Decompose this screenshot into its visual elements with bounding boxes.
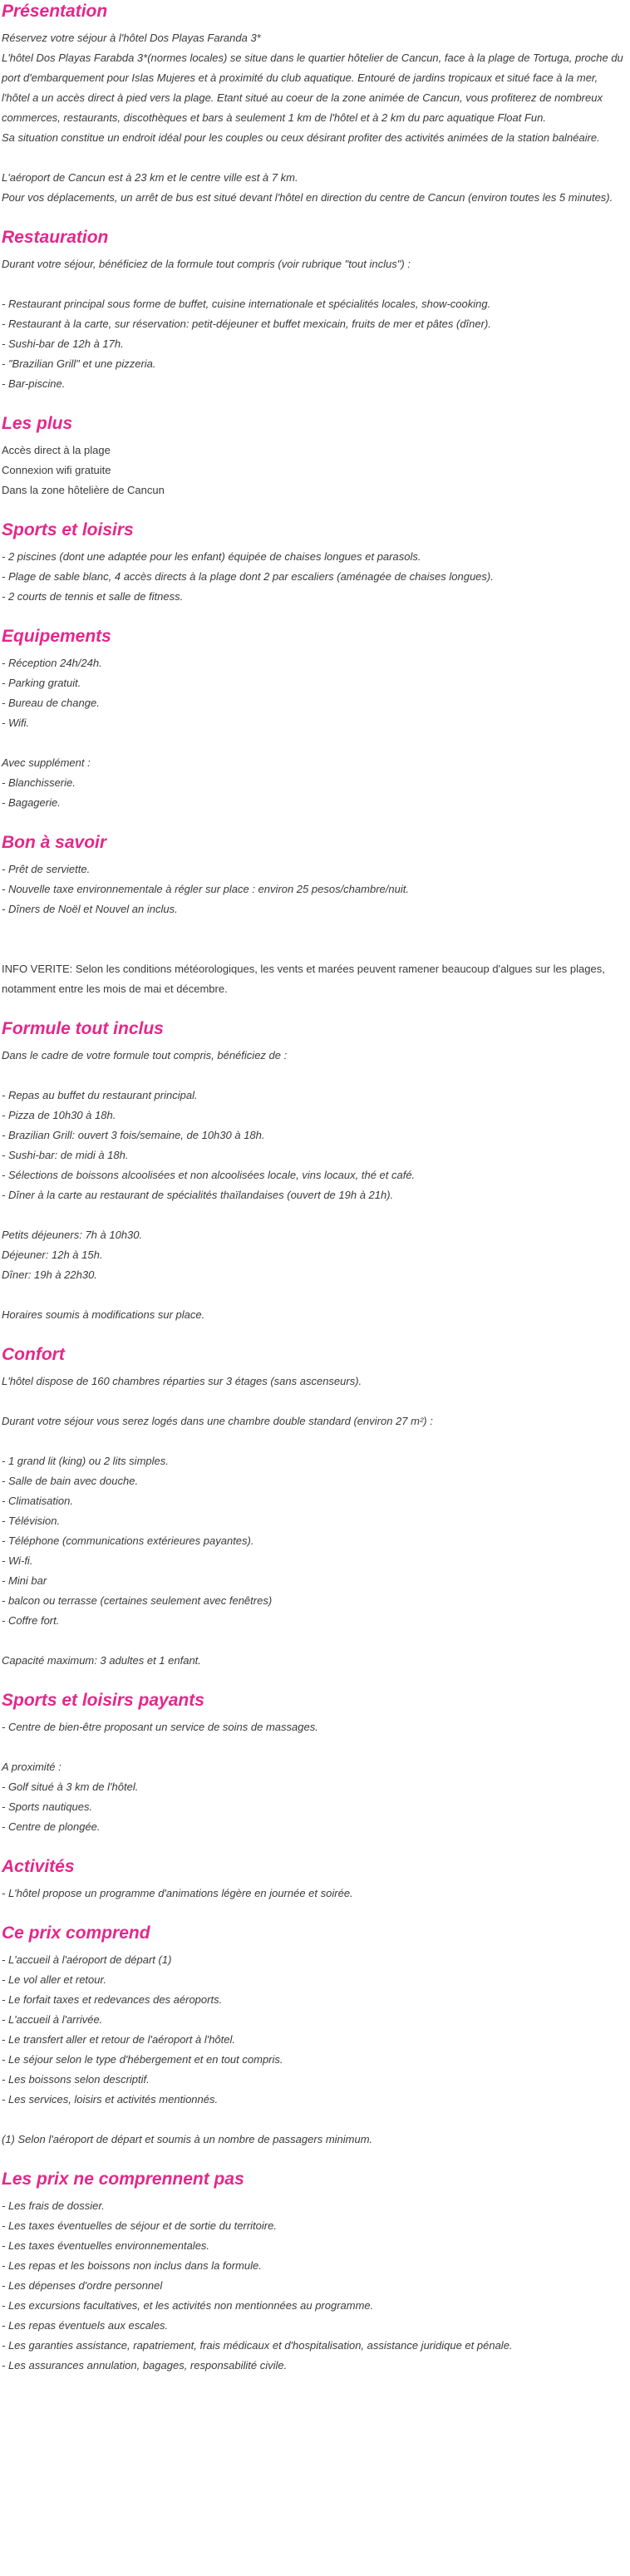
blank-line: [2, 939, 627, 959]
section-activites: [2, 1855, 627, 1904]
paragraph-line: - Sushi-bar de 12h à 17h.: [2, 337, 124, 350]
paragraph-line: - Le vol aller et retour.: [2, 1973, 106, 1986]
paragraph-line: - Plage de sable blanc, 4 accès directs à la plage dont 2 par escaliers (aménagée de chaises longues).: [2, 570, 494, 583]
paragraph-line: Connexion wifi gratuite: [2, 464, 111, 476]
blank-line: [2, 919, 627, 939]
paragraph-line: L'aéroport de Cancun est à 23 km et le centre ville est à 7 km.: [2, 171, 298, 184]
blank-line: [2, 1391, 627, 1411]
paragraph-line: - Salle de bain avec douche.: [2, 1475, 139, 1487]
paragraph-line: Capacité maximum: 3 adultes et 1 enfant.: [2, 1654, 201, 1667]
paragraph-line: Durant votre séjour, bénéficiez de la formule tout compris (voir rubrique "tout inclus") :: [2, 258, 411, 270]
section-title: Equipements: [2, 627, 111, 646]
paragraph-line: - Téléphone (communications extérieures payantes).: [2, 1534, 254, 1547]
section-title: Formule tout inclus: [2, 1019, 164, 1038]
paragraph-line: Avec supplément :: [2, 756, 91, 769]
paragraph-line: - Brazilian Grill: ouvert 3 fois/semaine, de 10h30 à 18h.: [2, 1129, 265, 1141]
paragraph-line: - Les taxes éventuelles environnementales.: [2, 2239, 210, 2252]
blank-line: [2, 1066, 627, 1086]
paragraph-line: - Parking gratuit.: [2, 677, 81, 689]
blank-line: [2, 733, 627, 753]
paragraph-line: - Wifi.: [2, 717, 30, 729]
paragraph-line: - Wi-fi.: [2, 1554, 33, 1567]
paragraph-line: - Bureau de change.: [2, 697, 100, 709]
paragraph-line: - Coffre fort.: [2, 1614, 60, 1627]
section-formule-tout-inclus: [2, 1017, 627, 1325]
paragraph-line: - Les frais de dossier.: [2, 2199, 105, 2212]
paragraph-line: - Nouvelle taxe environnementale à régler sur place : environ 25 pesos/chambre/nuit.: [2, 883, 409, 895]
paragraph-line: - Centre de plongée.: [2, 1820, 101, 1833]
paragraph-line: - balcon ou terrasse (certaines seulement avec fenêtres): [2, 1594, 273, 1607]
paragraph-line: Sa situation constitue un endroit idéal pour les couples ou ceux désirant profiter des activités animées de la station balnéaire.: [2, 131, 600, 144]
paragraph-line: - Golf situé à 3 km de l'hôtel.: [2, 1781, 139, 1793]
paragraph-line: Durant votre séjour vous serez logés dans une chambre double standard (environ 27 m²) :: [2, 1415, 433, 1427]
blank-line: [2, 1205, 627, 1225]
paragraph-line: - Les repas éventuels aux escales.: [2, 2319, 169, 2332]
paragraph-line: Dîner: 19h à 22h30.: [2, 1268, 97, 1281]
paragraph-line: - Prêt de serviette.: [2, 863, 91, 875]
section-title: Les prix ne comprennent pas: [2, 2170, 244, 2189]
section-sports-et-loisirs-payants: [2, 1689, 627, 1837]
section-title: Présentation: [2, 2, 108, 21]
paragraph-line: - Les boissons selon descriptif.: [2, 2073, 150, 2086]
paragraph-line: - Les garanties assistance, rapatriement, frais médicaux et d'hospitalisation, assistance juridique et pénale.: [2, 2339, 513, 2352]
blank-line: [2, 1431, 627, 1451]
paragraph-line: - Bar-piscine.: [2, 377, 66, 390]
paragraph-line: - Les repas et les boissons non inclus dans la formule.: [2, 2259, 262, 2272]
paragraph-line: Dans le cadre de votre formule tout compris, bénéficiez de :: [2, 1049, 288, 1061]
paragraph-line: L'hôtel dispose de 160 chambres réparties sur 3 étages (sans ascenseurs).: [2, 1375, 362, 1387]
paragraph-line: Horaires soumis à modifications sur place.: [2, 1308, 205, 1321]
section-title: Sports et loisirs payants: [2, 1691, 204, 1710]
paragraph-line: - Réception 24h/24h.: [2, 657, 102, 669]
paragraph-line: A proximité :: [2, 1761, 62, 1773]
paragraph-line: - Les assurances annulation, bagages, responsabilité civile.: [2, 2359, 288, 2372]
section-title: Ce prix comprend: [2, 1923, 150, 1943]
section-sports-et-loisirs: [2, 519, 627, 607]
paragraph-line: - Le forfait taxes et redevances des aéroports.: [2, 1993, 223, 2006]
paragraph-line: - L'hôtel propose un programme d'animations légère en journée et soirée.: [2, 1887, 353, 1899]
paragraph-line: - 2 piscines (dont une adaptée pour les enfant) équipée de chaises longues et parasols.: [2, 550, 421, 563]
section-title: Les plus: [2, 414, 73, 433]
paragraph-line: L'hôtel Dos Playas Farabda 3*(normes locales) se situe dans le quartier hôtelier de Cancun, face à la plage de Tortuga, proche du port d'embarquement pour Islas Mujeres et à proximité du club aquatique. Entouré de jardins tropicaux et situé face à la mer, l'hôtel a un accès direct à pied vers la plage. Etant situé au coeur de la zone animée de Cancun, vous profiterez de nombreux commerces, restaurants, discothèques et bars à seulement 1 km de l'hôtel et à 2 km du parc aquatique Float Fun.: [2, 52, 623, 124]
section-equipements: [2, 625, 627, 813]
paragraph-line: - Sports nautiques.: [2, 1800, 93, 1813]
paragraph-line: - Le transfert aller et retour de l'aéroport à l'hôtel.: [2, 2033, 235, 2046]
section-confort: [2, 1343, 627, 1671]
paragraph-line: - Climatisation.: [2, 1495, 73, 1507]
section-title: Activités: [2, 1857, 75, 1876]
blank-line: [2, 148, 627, 168]
section-title: Confort: [2, 1345, 65, 1364]
paragraph-line: Dans la zone hôtelière de Cancun: [2, 484, 165, 496]
section-title: Restauration: [2, 228, 109, 247]
paragraph-line: - Sélections de boissons alcoolisées et non alcoolisées locale, vins locaux, thé et café.: [2, 1169, 416, 1181]
paragraph-line: INFO VERITE: Selon les conditions météorologiques, les vents et marées peuvent ramener beaucoup d'algues sur les plages, notamment entre les mois de mai et décembre.: [2, 963, 605, 995]
paragraph-line: - Sushi-bar: de midi à 18h.: [2, 1149, 129, 1161]
paragraph-line: - Les taxes éventuelles de séjour et de sortie du territoire.: [2, 2219, 277, 2232]
paragraph-line: - Blanchisserie.: [2, 776, 76, 789]
blank-line: [2, 1631, 627, 1651]
paragraph-line: - L'accueil à l'arrivée.: [2, 2013, 103, 2026]
paragraph-line: - "Brazilian Grill" et une pizzeria.: [2, 357, 156, 370]
paragraph-line: - Centre de bien-être proposant un service de soins de massages.: [2, 1721, 318, 1733]
paragraph-line: - Restaurant à la carte, sur réservation: petit-déjeuner et buffet mexicain, fruits de mer et pâtes (dîner).: [2, 318, 491, 330]
paragraph-line: Petits déjeuners: 7h à 10h30.: [2, 1229, 143, 1241]
paragraph-line: - Dîners de Noël et Nouvel an inclus.: [2, 903, 178, 915]
paragraph-line: Déjeuner: 12h à 15h.: [2, 1249, 103, 1261]
paragraph-line: - Repas au buffet du restaurant principal.: [2, 1089, 198, 1101]
paragraph-line: Réservez votre séjour à l'hôtel Dos Playas Faranda 3*: [2, 32, 261, 44]
blank-line: [2, 1737, 627, 1757]
blank-line: [2, 274, 627, 294]
section-title: Bon à savoir: [2, 833, 107, 852]
paragraph-line: - Les excursions facultatives, et les activités non mentionnées au programme.: [2, 2299, 374, 2312]
paragraph-line: - Dîner à la carte au restaurant de spécialités thaïlandaises (ouvert de 19h à 21h).: [2, 1189, 394, 1201]
section-les-prix-ne-comprennent-pas: [2, 2168, 627, 2376]
section-title: Sports et loisirs: [2, 520, 134, 539]
paragraph-line: - Restaurant principal sous forme de buffet, cuisine internationale et spécialités locales, show-cooking.: [2, 298, 491, 310]
section-les-plus: [2, 412, 627, 500]
paragraph-line: - Pizza de 10h30 à 18h.: [2, 1109, 116, 1121]
section-bon-a-savoir: [2, 831, 627, 999]
blank-line: [2, 2110, 627, 2130]
paragraph-line: - Les dépenses d'ordre personnel: [2, 2279, 163, 2292]
section-ce-prix-comprend: [2, 1922, 627, 2150]
paragraph-line: - 2 courts de tennis et salle de fitness.: [2, 590, 184, 603]
paragraph-line: - Télévision.: [2, 1515, 61, 1527]
paragraph-line: - L'accueil à l'aéroport de départ (1): [2, 1953, 172, 1966]
blank-line: [2, 1285, 627, 1305]
paragraph-line: Pour vos déplacements, un arrêt de bus est situé devant l'hôtel en direction du centre de Cancun (environ toutes les 5 minutes).: [2, 191, 613, 204]
section-restauration: [2, 226, 627, 394]
paragraph-line: - Mini bar: [2, 1574, 47, 1587]
paragraph-line: (1) Selon l'aéroport de départ et soumis à un nombre de passagers minimum.: [2, 2133, 373, 2145]
paragraph-line: - 1 grand lit (king) ou 2 lits simples.: [2, 1455, 169, 1467]
paragraph-line: Accès direct à la plage: [2, 444, 111, 456]
paragraph-line: - Les services, loisirs et activités mentionnés.: [2, 2093, 219, 2106]
section-presentation: [2, 0, 627, 208]
paragraph-line: - Bagagerie.: [2, 796, 61, 809]
paragraph-line: - Le séjour selon le type d'hébergement et en tout compris.: [2, 2053, 283, 2066]
